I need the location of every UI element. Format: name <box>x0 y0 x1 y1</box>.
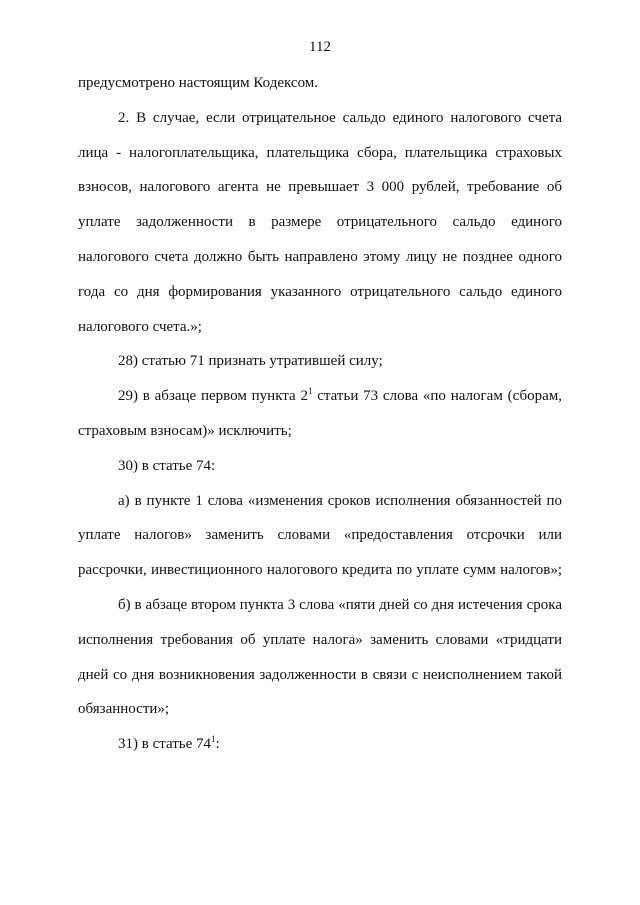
text-line: исполнения требования об уплате налога» заменить словами «тридцати <box>78 631 562 648</box>
text-line: уплате налогов» заменить словами «предоставления отсрочки или <box>78 527 562 544</box>
page-number: 112 <box>309 39 331 55</box>
text-line <box>78 385 562 420</box>
text-fragment: : <box>215 736 220 753</box>
text-line: 28) статью 71 признать утратившей силу; <box>118 353 383 370</box>
text-line: а) в пункте 1 слова «изменения сроков исполнения обязанностей по <box>118 492 562 509</box>
text-line: 2. В случае, если отрицательное сальдо единого налогового счета <box>118 109 562 126</box>
text-line: налогового счета должно быть направлено этому лицу не позднее одного <box>78 248 562 265</box>
text-line: б) в абзаце втором пункта 3 слова «пяти дней со дня истечения срока <box>118 596 562 613</box>
text-line: предусмотрено настоящим Кодексом. <box>78 75 319 91</box>
text-fragment: статьи 73 слова «по налогам (сборам, <box>312 388 562 405</box>
superscript: 1 <box>307 386 313 397</box>
text-line <box>78 733 562 768</box>
text-line: 30) в статье 74: <box>118 457 216 474</box>
text-line: взносов, налогового агента не превышает 3 000 рублей, требование об <box>78 179 562 196</box>
text-line: налогового счета.»; <box>78 318 202 335</box>
text-line: уплате задолженности в размере отрицательного сальдо единого <box>78 214 562 231</box>
text-line: страховым взносам)» исключить; <box>78 422 292 439</box>
text-line: года со дня формирования указанного отрицательного сальдо единого <box>78 283 562 300</box>
text-line: лица - налогоплательщика, плательщика сбора, плательщика страховых <box>78 144 562 161</box>
text-fragment: 29) в абзаце первом пункта 2 <box>118 388 308 405</box>
superscript: 1 <box>211 734 216 745</box>
text-line: рассрочки, инвестиционного налогового кредита по уплате сумм налогов»; <box>78 562 562 579</box>
text-line: дней со дня возникновения задолженности в связи с неисполнением такой <box>78 666 562 683</box>
text-line: обязанности»; <box>78 701 170 718</box>
document-body <box>78 72 562 768</box>
text-fragment: 31) в статье 74 <box>118 736 212 753</box>
